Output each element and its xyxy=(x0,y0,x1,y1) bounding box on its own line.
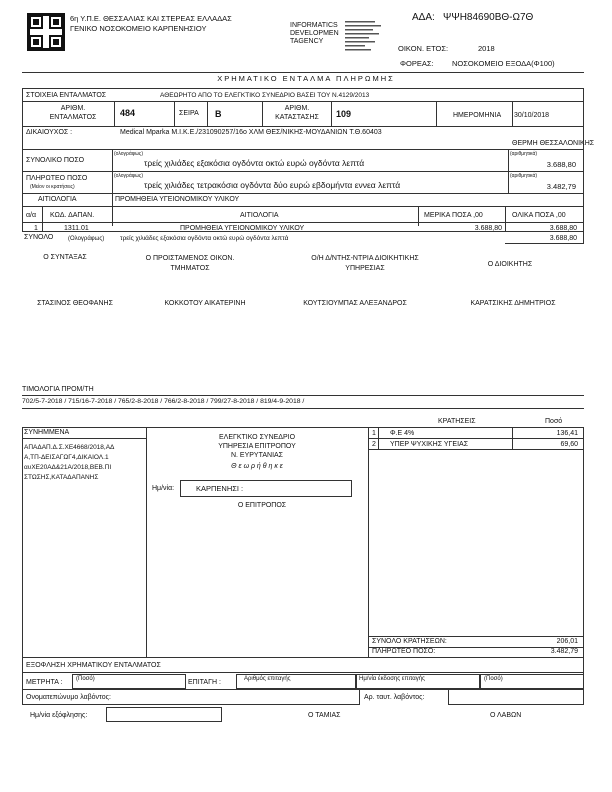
role-composer: Ο ΣΥΝΤΑΞΑΣ xyxy=(43,254,87,261)
page-title: ΧΡΗΜΑΤΙΚΟ ΕΝΤΑΛΜΑ ΠΛΗΡΩΜΗΣ xyxy=(217,74,395,83)
series-label: ΣΕΙΡΑ xyxy=(179,110,199,117)
col-total: ΟΛΙΚΑ ΠΟΣΑ ,00 xyxy=(512,212,566,219)
check-label: ΕΠΙΤΑΓΗ : xyxy=(188,679,221,686)
org-name: 6η Υ.Π.Ε. ΘΕΣΣΑΛΙΑΣ ΚΑΙ ΣΤΕΡΕΑΣ ΕΛΛΑΔΑΣ xyxy=(70,14,232,23)
name-finance-head: ΚΟΚΚΟΤΟΥ ΑΙΚΑΤΕΡΙΝΗ xyxy=(164,300,246,307)
agency-line3: TAGENCY xyxy=(290,38,324,45)
deduction-aa: 1 xyxy=(372,430,376,437)
attachment-line: αυΧΕ20ΑΔ&21Α/2018,ΒΕΒ.ΠΙ xyxy=(24,464,112,471)
payable-numbers-tag: (αριθμητικά) xyxy=(510,173,538,179)
invoices-value: 702/5-7-2018 / 715/16-7-2018 / 765/2-8-2018 / 766/2-8-2018 / 799/27-8-2018 / 819/4-9-2018 / xyxy=(22,398,305,405)
deduction-aa: 2 xyxy=(372,441,376,448)
sum-words-tag: (Ολογράφως) xyxy=(68,236,105,242)
sum-value: 3.688,80 xyxy=(549,235,577,242)
beneficiary-location: ΘΕΡΜΗ ΘΕΣΣΑΛΟΝΙΚΗΣ xyxy=(512,140,595,147)
attachment-line: ΑΠΑΔΑΠ.Δ.Σ.ΧΕ4668/2018,ΑΔ xyxy=(24,444,115,451)
agency-line1: INFORMATICS xyxy=(290,22,338,29)
name-admin-director: ΚΟΥΤΣΙΟΥΜΠΑΣ ΑΛΕΞΑΝΔΡΟΣ xyxy=(303,300,407,307)
total-numbers-tag: (αριθμητικά) xyxy=(510,151,538,157)
order-number: 484 xyxy=(120,108,136,118)
payment-date-label: Ημ/νία εξόφλησης: xyxy=(30,712,88,719)
deduction-name: ΥΠΕΡ ΨΥΧΙΚΗΣ ΥΓΕΙΑΣ xyxy=(390,441,469,448)
check-number-tag: Αριθμός επιταγής xyxy=(244,676,291,682)
row-aa: 1 xyxy=(34,225,38,232)
name-composer: ΣΤΑΣΙΝΟΣ ΘΕΟΦΑΝΗΣ xyxy=(37,300,113,307)
fiscal-year-label: ΟΙΚΟΝ. ΕΤΟΣ: xyxy=(398,44,449,53)
receiver-name-field[interactable] xyxy=(22,689,360,705)
total-words-tag: (ολογράφως) xyxy=(114,151,144,157)
date-label: ΗΜΕΡΟΜΗΝΙΑ xyxy=(453,112,502,119)
sum-label: ΣΥΝΟΛΟ xyxy=(24,234,54,241)
total-label: ΣΥΝΟΛΙΚΟ ΠΟΣΟ xyxy=(26,157,85,164)
agency-stamp-text xyxy=(345,20,385,54)
col-aa: α/α xyxy=(26,212,37,219)
ada-value: ΨΨΗ84690ΒΘ-Ω7Θ xyxy=(443,12,534,23)
row-cause: ΠΡΟΜΗΘΕΙΑ ΥΓΕΙΟΝΟΜΙΚΟΥ ΥΛΙΚΟΥ xyxy=(180,225,305,232)
final-payable-label: ΠΛΗΡΩΤΕΟ ΠΟΣΟ: xyxy=(372,648,436,655)
deductions-total-label: ΣΥΝΟΛΟ ΚΡΑΤΗΣΕΩΝ: xyxy=(372,638,447,645)
deductions-total-value: 206,01 xyxy=(556,638,578,645)
audit-line2: ΥΠΗΡΕΣΙΑ ΕΠΙΤΡΟΠΟΥ xyxy=(218,443,296,450)
role-finance-head: Ο ΠΡΟΙΣΤΑΜΕΝΟΣ ΟΙΚΟΝ. ΤΜΗΜΑΤΟΣ xyxy=(145,255,235,272)
hospital-logo xyxy=(27,13,65,51)
payment-date-field[interactable] xyxy=(106,707,222,722)
attachments-label: ΣΥΝΗΜΜΕΝΑ xyxy=(24,429,70,436)
receiver-name-label: Ονοματεπώνυμο λαβόντος: xyxy=(26,694,111,701)
audit-date-label: Ημ/νία: xyxy=(152,485,175,492)
col-cause: ΑΙΤΙΟΛΟΓΙΑ xyxy=(240,212,279,219)
cause-value: ΠΡΟΜΗΘΕΙΑ ΥΓΕΙΟΝΟΜΙΚΟΥ ΥΛΙΚΟΥ xyxy=(115,196,240,203)
attachment-line: Α,ΤΠ-ΔΕΙΣΑΓΩΓ4,ΔΙΚΑΙΟΛ.1 xyxy=(24,454,109,461)
cash-amount-tag: (Ποσό) xyxy=(76,676,95,682)
row-partial: 3.688,80 xyxy=(474,225,502,232)
order-date: 30/10/2018 xyxy=(514,112,550,119)
row-total: 3.688,80 xyxy=(549,225,577,232)
payable-words: τρείς χιλιάδες τετρακόσια ογδόντα δύο ευρώ εβδομήντα εννεα λεπτά xyxy=(144,180,401,190)
name-governor: ΚΑΡΑΤΣΙΚΗΣ ΔΗΜΗΤΡΙΟΣ xyxy=(470,300,556,307)
audit-signer: Ο ΕΠΙΤΡΟΠΟΣ xyxy=(237,502,287,509)
agency-line2: DEVELOPMEN xyxy=(290,30,339,37)
deduction-amount: 136,41 xyxy=(556,430,578,437)
check-amount-tag: (Ποσό) xyxy=(484,676,503,682)
invoices-label: ΤΙΜΟΛΟΓΙΑ ΠΡΟΜ/ΤΗ xyxy=(22,386,94,393)
payable-sublabel: (Μείον οι κρατήσεις) xyxy=(30,184,75,190)
deduction-name: Φ.Ε 4% xyxy=(390,430,415,437)
sum-words: τρείς χιλιάδες εξακόσια ογδόντα οκτώ ευρώ ογδόντα λεπτά xyxy=(120,235,289,242)
deductions-label: ΚΡΑΤΗΣΕΙΣ xyxy=(438,418,476,425)
total-value: 3.688,80 xyxy=(546,160,576,169)
final-payable-value: 3.482,79 xyxy=(550,648,578,655)
beneficiary-label: ΔΙΚΑΙΟΥΧΟΣ : xyxy=(26,129,73,136)
col-code: ΚΩΔ. ΔΑΠΑΝ. xyxy=(50,212,95,219)
receiver-id-field[interactable] xyxy=(448,689,584,705)
deductions-amount-label: Ποσό xyxy=(545,418,563,425)
role-governor: Ο ΔΙΟΙΚΗΤΗΣ xyxy=(487,261,533,268)
payable-label: ΠΛΗΡΩΤΕΟ ΠΟΣΟ xyxy=(26,175,88,182)
settlement-title: ΕΞΟΦΛΗΣΗ ΧΡΗΜΑΤΙΚΟΥ ΕΝΤΑΛΜΑΤΟΣ xyxy=(26,662,161,669)
ledger-number: 109 xyxy=(336,109,352,119)
audit-approved: Θ ε ω ρ ή θ η κ ε xyxy=(231,463,283,470)
fiscal-year: 2018 xyxy=(478,44,495,53)
ada-label: ΑΔΑ: xyxy=(412,12,435,23)
audit-line1: ΕΛΕΓΚΤΙΚΟ ΣΥΝΕΔΡΙΟ xyxy=(218,434,296,441)
cash-label: ΜΕΤΡΗΤΑ : xyxy=(26,679,63,686)
series: Β xyxy=(215,109,222,119)
check-date-tag: Ημ/νία έκδοσης επιταγής xyxy=(359,676,425,682)
beneficiary-value: Medical Mparka Μ.Ι.Κ.Ε./231090257/16ο ΧΛΜ ΘΕΣ/ΝΙΚΗΣ-ΜΟΥΔΑΝΙΩΝ Τ.Θ.60403 xyxy=(120,129,382,136)
hospital-name: ΓΕΝΙΚΟ ΝΟΣΟΚΟΜΕΙΟ ΚΑΡΠΕΝΗΣΙΟΥ xyxy=(70,24,207,33)
entity-label: ΦΟΡΕΑΣ: xyxy=(400,59,434,68)
attachment-line: ΣΤΩΣΗΣ,ΚΑΤΑΔΑΠΑΝΗΣ xyxy=(24,474,99,481)
receiver-label: Ο ΛΑΒΩΝ xyxy=(490,712,522,719)
col-partial: ΜΕΡΙΚΑ ΠΟΣΑ ,00 xyxy=(424,212,483,219)
payable-value: 3.482,79 xyxy=(546,182,576,191)
entity-value: ΝΟΣΟΚΟΜΕΙΟ ΕΞΟΔΑ(Φ100) xyxy=(452,59,555,68)
order-section-label: ΣΤΟΙΧΕΙΑ ΕΝΤΑΛΜΑΤΟΣ xyxy=(26,92,107,99)
audit-line3: Ν. ΕΥΡΥΤΑΝΙΑΣ xyxy=(230,452,284,459)
cashier-label: Ο ΤΑΜΙΑΣ xyxy=(308,712,341,719)
role-admin-director: Ο/Η Δ/ΝΤΗΣ-ΝΤΡΙΑ ΔΙΟΙΚΗΤΙΚΗΣ ΥΠΗΡΕΣΙΑΣ xyxy=(311,255,419,272)
deduction-amount: 69,60 xyxy=(560,441,578,448)
receiver-id-label: Αρ. ταυτ. λαβόντος: xyxy=(364,694,425,701)
cause-label: ΑΙΤΙΟΛΟΓΙΑ xyxy=(38,196,77,203)
ledger-label: ΑΡΙΘΜ. ΚΑΤΑΣΤΑΣΗΣ xyxy=(275,105,319,121)
audit-place: ΚΑΡΠΕΝΗΣΙ : xyxy=(196,484,244,493)
row-code: 1311.01 xyxy=(64,225,89,232)
payable-words-tag: (ολογράφως) xyxy=(114,173,144,179)
audit-note: ΑΘΕΩΡΗΤΟ ΑΠΟ ΤΟ ΕΛΕΓΚΤΙΚΟ ΣΥΝΕΔΡΙΟ ΒΑΣΕΙ ΤΟΥ Ν.4129/2013 xyxy=(160,92,370,99)
order-number-label: ΑΡΙΘΜ. ΕΝΤΑΛΜΑΤΟΣ xyxy=(49,105,97,121)
total-words: τρείς χιλιάδες εξακόσια ογδόντα οκτώ ευρώ ογδόντα λεπτά xyxy=(144,158,365,168)
